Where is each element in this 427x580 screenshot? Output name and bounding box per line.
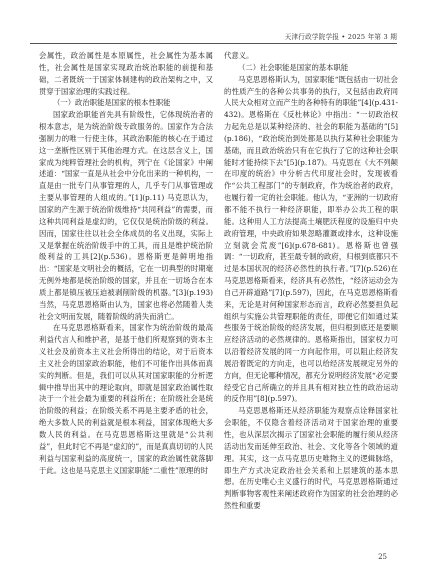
body-paragraph: 代意义。 [224,51,254,60]
header-divider [30,43,397,44]
section-subheading: （一）政治职能是国家的根本性职能 [53,98,171,108]
body-paragraph: 会属性，政治属性是本原属性，社会属性为基本属性，社会属性是国家实现政治统治职能的前提和基础，二者既统一于国家体制建构的政治架构之中，又贯穿于国家治理的实践过程。 [39,51,213,96]
body-paragraph: 马克思恩格斯还从经济职能为观察点诠释国家社会职能，不仅隐含着经济活动对于国家治理的重要性，也从深层次揭示了国家社会职能的履行须从经济活动出发而延伸至政治、社会、文化等各个领域的道理。其实，这一点马克思历史唯物主义的逻辑脉络，即生产方式决定政治社会关系和上层建筑的基本思想。在历史唯心主义盛行的时代，马克思恩格斯通过判断事物客观性来阐述政府作为国家的社会治理的必然性和重要 [224,406,398,511]
left-text-column [39,50,213,476]
section-subheading: （二）社会职能是国家的基本职能 [238,62,349,72]
right-text-column [224,50,398,512]
body-paragraph: 马克思恩格斯认为，国家职能“既包括由一切社会的性质产生的各种公共事务的执行，又包括由政府同人民大众相对立而产生的各种特有的职能”[4](p.431-432)。恩格斯在《反杜林论》中指出：“一切政治权力起先总是以某种经济的、社会的职能为基础的”[5](p.186)，“政治统治到处都是以执行某种社会职能为基础，而且政治统治只有在它执行了它的这种社会职能时才能持续下去”[5](p.187)。马克思在《大不列颠在印度的统治》中分析古代印度社会时，发现被看作“公共工程部门”的专制政府，作为统治者的政府，也履行着一定的社会职能。他认为，“亚洲的一切政府都不能不执行一种经济职能，即举办公共工程的职能。这种用人工方法提高土壤肥沃程度的设施归中央政府管理，中央政府如果忽略灌溉或排水，这种设施立刻就会荒废”[6](p.678-681)。恩格斯也曾强调：“一切政府，甚至最专制的政府，归根到底都只不过是本国状况的经济必然性的执行者。”[7](p.526)在马克思恩格斯看来，经济具有必然性，“经济运动会为自己开辟道路”[7](p.597)，因此，在马克思恩格斯看来，无论是对何种国家形态而言，政府必然要担负起组织与实施公共管理职能的责任，即便它们如通过某些服务于统治阶级的经济发展，但归根到底还是要顺应经济活动的必然规律的。恩格斯指出，国家权力可以沿着经济发展的同一方向起作用，可以阻止经济发展沿着既定的方向走，也可以给经济发展规定另外的方向，但无论哪种情况，都充分说明经济发展“必定要经受它自己所确立的并且具有相对独立性的政治运动的反作用”[8](p.597)。 [224,74,398,404]
body-paragraph: 国家政治职能首先具有阶级性，它体现统治者的根本意志，是为统治阶级专政服务的。国家作为合法强制力的唯一行使主体，其政治职能的核心在于通过这一垄断性区别于其他治理方式。在这层含义上，国家成为纯粹管理社会的机构，列宁在《论国家》中阐述道：“国家一直是从社会中分化出来的一种机构，一直是由一批专门从事管理的人，几乎专门从事管理或主要从事管理的人组成的。”[1](p.11) 马克思认为，国家的产生源于统治阶级维持“共同利益”的需要，而这种共同利益是虚幻的，它仅仅是统治阶级的利益。因而，国家往往以社会全体成员的名义出现，实际上又是掌握在统治阶级手中的工具，而且是维护统治阶级利益的工具[2](p.536)。恩格斯更是鲜明地指出：“国家是文明社会的概括，它在一切典型的时期毫无例外地都是统治阶级的国家，并且在一切场合在本质上都是镇压被压迫被剥削阶级的机器。”[3](p.193)当然，马克思恩格斯由认为，国家也将必然随着人类社会文明而发展，随着阶级的消失而消亡。 [39,110,213,321]
page-number: 25 [378,553,387,561]
body-paragraph: 在马克思恩格斯看来，国家作为统治阶级的最高利益代言人和维护者，是基于他们所观察到的资本主义社会及前资本主义社会所得出的结论，对于后资本主义社会的国家政治职能，他们不可能作出具体而真实的判断。但是，我们可以从其对国家职能的分析逻辑中推导出其中的理论取向，即就是国家政治属性取决于一个社会最为重要的利益所在；在阶级社会是统治阶级的利益；在阶级关系不再是主要矛盾的社会，绝大多数人民的利益就是根本利益，国家体现绝大多数人民的利益。在马克思恩格斯这里就是“公共利益”，但此时它不再是“虚幻的”，而是真真切切的人民利益与国家利益的高度统一，国家的政治属性就落脚于此。这也是马克思主义国家职能“二重性”原理的时 [39,323,213,475]
running-header: 天津行政学院学报 • 2025 年第 3 期 [284,33,397,41]
